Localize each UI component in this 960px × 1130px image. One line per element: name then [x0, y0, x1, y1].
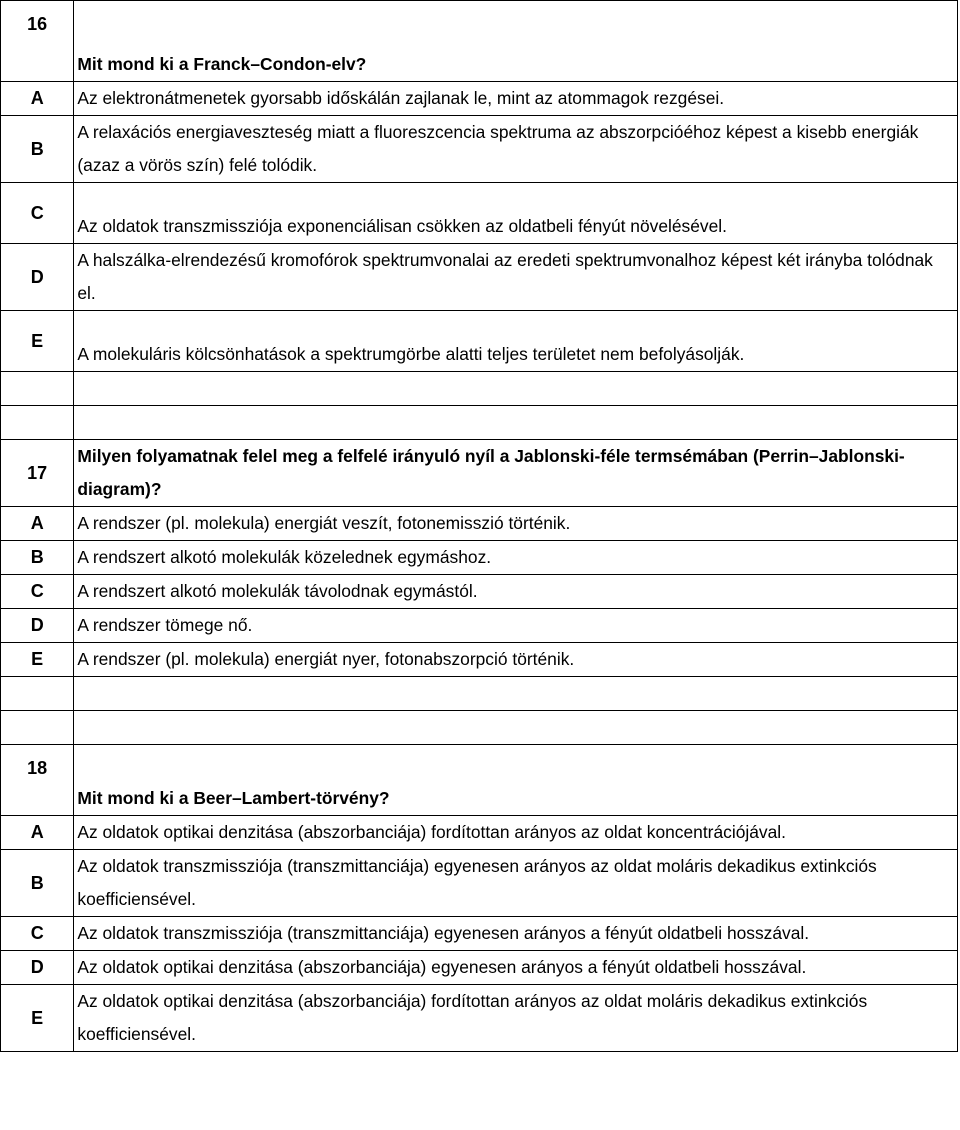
question-row	[1, 745, 958, 816]
option-text: A rendszer (pl. molekula) energiát nyer, fotonabszorpció történik.	[74, 643, 958, 677]
question-number: 17	[1, 440, 74, 507]
option-text: Az oldatok optikai denzitása (abszorbanciája) fordítottan arányos az oldat moláris dekadikus extinkciós koefficiensével.	[74, 985, 958, 1052]
option-row	[1, 575, 958, 609]
option-label: C	[1, 917, 74, 951]
option-label: A	[1, 816, 74, 850]
option-row	[1, 541, 958, 575]
option-label: E	[1, 311, 74, 372]
option-row	[1, 917, 958, 951]
option-label: D	[1, 951, 74, 985]
question-number: 18	[1, 745, 74, 816]
option-label: B	[1, 541, 74, 575]
spacer-row	[1, 372, 958, 406]
option-text: Az oldatok transzmissziója exponenciálisan csökken az oldatbeli fényút növelésével.	[74, 183, 958, 244]
option-row	[1, 609, 958, 643]
option-row	[1, 183, 958, 244]
spacer-row	[1, 711, 958, 745]
question-number: 16	[1, 1, 74, 82]
option-text: A molekuláris kölcsönhatások a spektrumgörbe alatti teljes területet nem befolyásolják.	[74, 311, 958, 372]
option-text: A rendszer (pl. molekula) energiát veszít, fotonemisszió történik.	[74, 507, 958, 541]
option-row	[1, 82, 958, 116]
option-label: C	[1, 183, 74, 244]
option-row	[1, 311, 958, 372]
option-label: B	[1, 116, 74, 183]
option-label: A	[1, 507, 74, 541]
option-row	[1, 116, 958, 183]
option-text: A relaxációs energiaveszteség miatt a fluoreszcencia spektruma az abszorpcióéhoz képest a kisebb energiák (azaz a vörös szín) felé tolódik.	[74, 116, 958, 183]
option-label: D	[1, 609, 74, 643]
option-text: Az oldatok transzmissziója (transzmittanciája) egyenesen arányos az oldat moláris dekadikus extinkciós koefficiensével.	[74, 850, 958, 917]
option-row	[1, 244, 958, 311]
option-text: Az oldatok optikai denzitása (abszorbanciája) egyenesen arányos a fényút oldatbeli hosszával.	[74, 951, 958, 985]
spacer-row	[1, 406, 958, 440]
option-text: A rendszert alkotó molekulák távolodnak egymástól.	[74, 575, 958, 609]
question-text: Milyen folyamatnak felel meg a felfelé irányuló nyíl a Jablonski-féle termsémában (Perrin–Jablonski-diagram)?	[74, 440, 958, 507]
option-row	[1, 816, 958, 850]
question-row	[1, 1, 958, 82]
option-text: A rendszert alkotó molekulák közelednek egymáshoz.	[74, 541, 958, 575]
option-row	[1, 951, 958, 985]
spacer-row	[1, 677, 958, 711]
option-label: B	[1, 850, 74, 917]
option-label: D	[1, 244, 74, 311]
option-label: C	[1, 575, 74, 609]
option-label: E	[1, 643, 74, 677]
option-text: A rendszer tömege nő.	[74, 609, 958, 643]
option-label: E	[1, 985, 74, 1052]
question-text: Mit mond ki a Beer–Lambert-törvény?	[74, 745, 958, 816]
option-text: Az elektronátmenetek gyorsabb időskálán zajlanak le, mint az atommagok rezgései.	[74, 82, 958, 116]
option-text: Az oldatok transzmissziója (transzmittanciája) egyenesen arányos a fényút oldatbeli hosszával.	[74, 917, 958, 951]
option-row	[1, 507, 958, 541]
option-text: Az oldatok optikai denzitása (abszorbanciája) fordítottan arányos az oldat koncentrációjával.	[74, 816, 958, 850]
option-row	[1, 643, 958, 677]
option-row	[1, 850, 958, 917]
option-text: A halszálka-elrendezésű kromofórok spektrumvonalai az eredeti spektrumvonalhoz képest két irányba tolódnak el.	[74, 244, 958, 311]
option-row	[1, 985, 958, 1052]
option-label: A	[1, 82, 74, 116]
question-text: Mit mond ki a Franck–Condon-elv?	[74, 1, 958, 82]
question-row	[1, 440, 958, 507]
